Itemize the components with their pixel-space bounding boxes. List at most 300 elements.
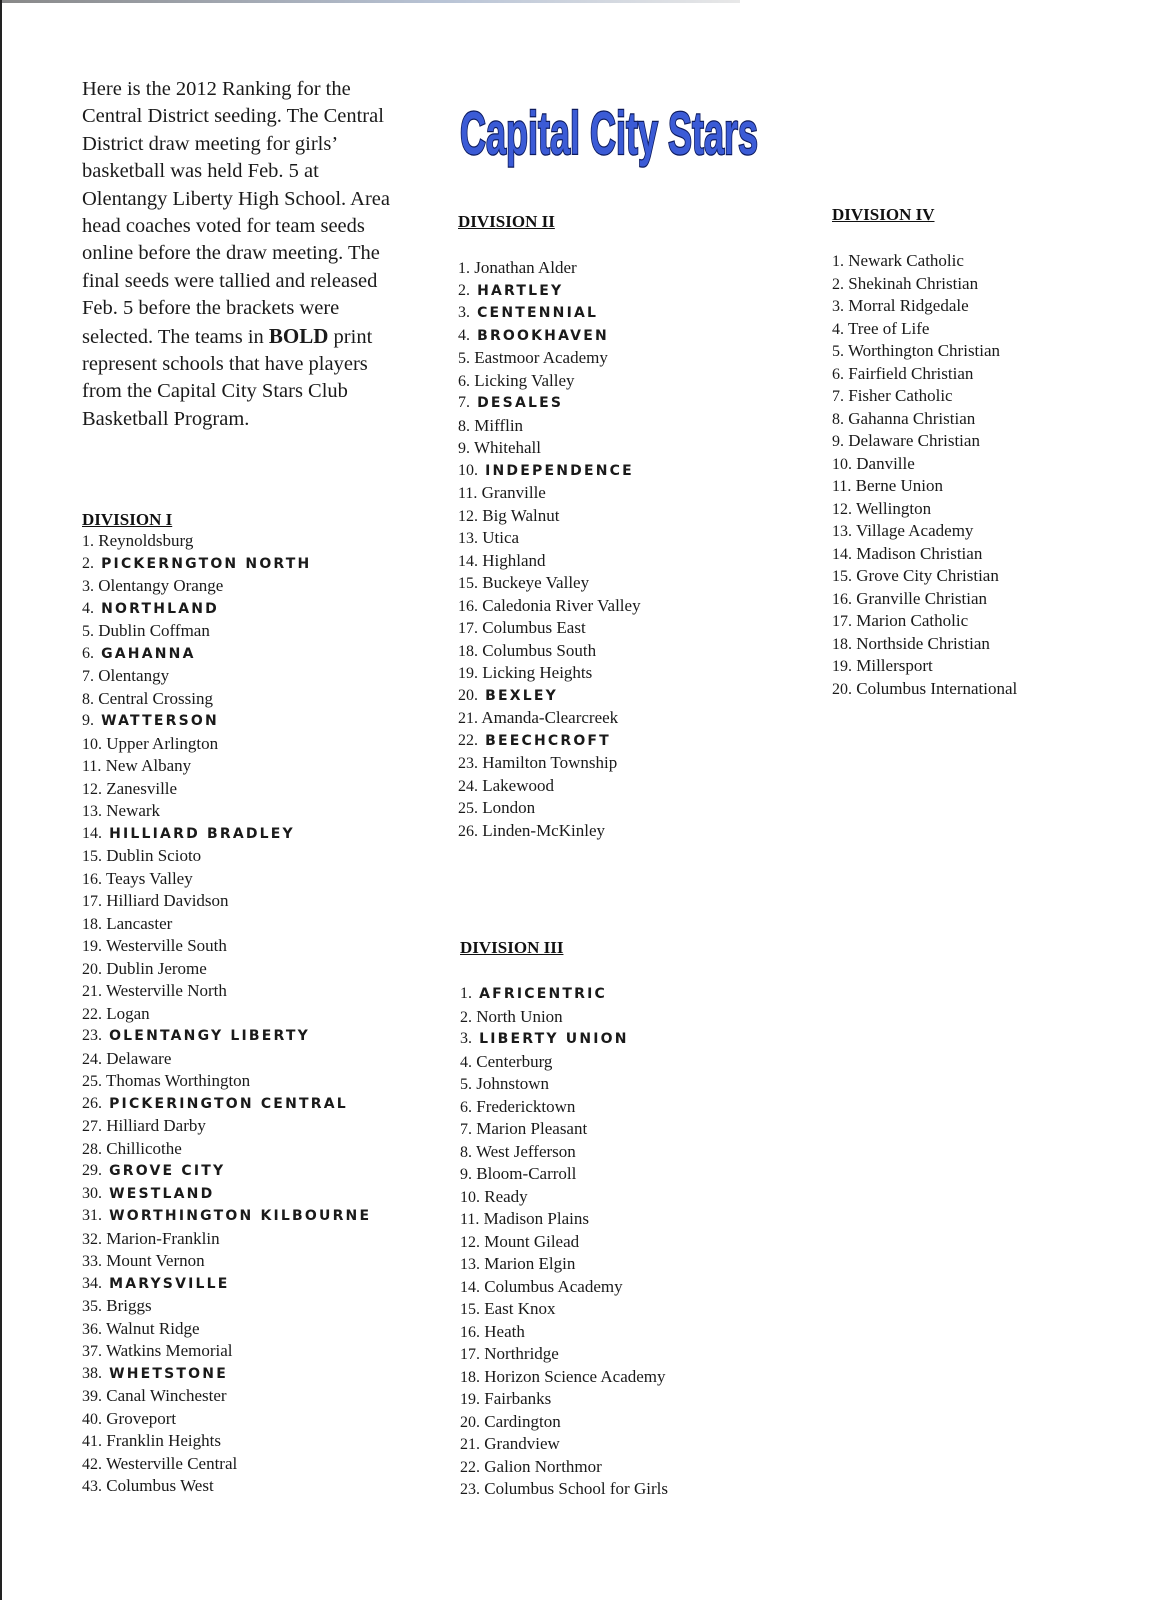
intro-paragraph: [82, 76, 402, 433]
team-entry: [458, 257, 641, 280]
team-rank: 5.: [832, 343, 844, 360]
team-rank: 18.: [82, 915, 102, 933]
team-rank: 8.: [458, 417, 470, 435]
team-name: Hilliard Darby: [106, 1116, 206, 1135]
team-name: Gahanna Christian: [848, 408, 976, 428]
team-entry: [82, 845, 371, 868]
team-name: Worthington Christian: [847, 341, 1001, 360]
team-name: OLENTANGY LIBERTY: [109, 1028, 310, 1044]
team-entry: [832, 408, 1017, 431]
team-entry: [460, 1051, 668, 1074]
team-name: Licking Heights: [482, 663, 593, 682]
team-rank: 7.: [458, 394, 470, 411]
team-entry: [82, 823, 371, 846]
team-entry: [460, 1096, 668, 1119]
team-entry: [458, 370, 641, 393]
team-rank: 19.: [458, 665, 478, 682]
team-entry: [458, 640, 641, 663]
team-rank: 10.: [460, 1188, 480, 1206]
team-name: North Union: [476, 1006, 563, 1026]
team-name: PICKERNGTON NORTH: [101, 555, 312, 572]
scan-left-edge: [0, 0, 2, 1600]
team-name: BEXLEY: [485, 687, 558, 704]
team-name: Shekinah Christian: [848, 273, 979, 293]
team-name: Delaware Christian: [848, 431, 980, 450]
team-name: Lancaster: [106, 913, 173, 933]
intro-text-start: Here is the 2012 Ranking for the Central District seeding. The Central District draw meeting for girls’ basketball was held Feb. 5 at Olentangy Liberty High School. Area head coaches voted for team seeds online before the draw meeting. The final seeds were tallied and released Feb. 5 before the brackets were selected. The teams in: [82, 78, 391, 348]
team-rank: 13.: [458, 530, 478, 547]
team-entry: [82, 620, 371, 643]
team-entry: [458, 820, 641, 843]
team-entry: [460, 1073, 668, 1096]
team-rank: 13.: [82, 803, 102, 820]
team-name: Madison Plains: [483, 1209, 589, 1228]
team-entry: [82, 1048, 371, 1071]
team-rank: 1.: [460, 985, 472, 1002]
team-rank: 1.: [82, 533, 94, 550]
team-entry: [832, 498, 1017, 521]
team-name: Marion-Franklin: [106, 1228, 220, 1248]
team-entry: [82, 530, 371, 553]
team-name: Teays Valley: [105, 868, 193, 888]
team-entry: [82, 1025, 371, 1048]
team-entry: [460, 1478, 668, 1501]
team-rank: 4.: [832, 320, 844, 338]
team-rank: 13.: [832, 523, 852, 540]
team-name: Tree of Life: [847, 318, 930, 338]
team-name: Westerville North: [105, 981, 227, 1000]
team-name: Mount Vernon: [106, 1251, 205, 1270]
team-rank: 25.: [458, 800, 478, 817]
team-entry: [460, 1253, 668, 1276]
team-entry: [832, 385, 1017, 408]
team-name: NORTHLAND: [101, 600, 220, 617]
team-rank: 2.: [458, 281, 470, 299]
team-name: Columbus West: [106, 1476, 214, 1495]
team-name: Amanda-Clearcreek: [481, 708, 619, 727]
team-rank: 12.: [832, 500, 852, 518]
team-name: Hamilton Township: [482, 753, 618, 772]
team-name: London: [482, 798, 536, 817]
division-1-list: [82, 530, 371, 1498]
team-rank: 13.: [460, 1256, 480, 1273]
team-entry: [460, 1366, 668, 1389]
team-name: Highland: [482, 550, 546, 570]
team-entry: [458, 595, 641, 618]
team-name: Marion Catholic: [856, 611, 969, 630]
team-entry: [82, 598, 371, 621]
team-rank: 21.: [82, 983, 102, 1000]
team-name: HILLIARD BRADLEY: [109, 825, 295, 842]
team-name: AFRICENTRIC: [479, 986, 608, 1002]
team-rank: 40.: [82, 1410, 102, 1428]
team-rank: 7.: [82, 668, 94, 685]
team-rank: 1.: [458, 260, 470, 277]
team-rank: 33.: [82, 1253, 102, 1270]
team-name: Dublin Coffman: [98, 621, 210, 640]
team-name: Galion Northmor: [484, 1456, 602, 1476]
team-name: WATTERSON: [101, 713, 219, 729]
team-entry: [82, 1183, 371, 1206]
team-name: LIBERTY UNION: [479, 1031, 629, 1047]
scan-top-edge: [0, 0, 740, 3]
team-entry: [82, 733, 371, 756]
team-name: Chillicothe: [106, 1138, 182, 1158]
team-name: Columbus East: [482, 618, 586, 637]
team-entry: [82, 890, 371, 913]
team-entry: [832, 475, 1017, 498]
team-entry: [82, 1363, 371, 1386]
team-rank: 18.: [458, 642, 478, 660]
team-name: Grandview: [484, 1434, 560, 1453]
capital-city-stars-logo: [458, 96, 778, 168]
team-rank: 3.: [460, 1030, 472, 1047]
team-rank: 21.: [458, 710, 478, 727]
team-name: Licking Valley: [474, 370, 575, 390]
team-name: Mifflin: [474, 415, 524, 435]
team-name: Whitehall: [473, 438, 541, 457]
team-name: Mount Gilead: [484, 1231, 580, 1251]
team-rank: 14.: [82, 824, 102, 842]
team-name: Reynoldsburg: [98, 531, 194, 550]
team-rank: 26.: [458, 822, 478, 840]
team-rank: 41.: [82, 1433, 102, 1450]
team-name: Columbus International: [856, 678, 1018, 698]
team-rank: 10.: [832, 455, 852, 473]
team-rank: 1.: [832, 253, 844, 270]
team-name: Ready: [484, 1186, 528, 1206]
team-entry: [832, 453, 1017, 476]
team-entry: [832, 520, 1017, 543]
team-name: Jonathan Alder: [474, 258, 577, 277]
team-rank: 29.: [82, 1162, 102, 1179]
team-entry: [458, 775, 641, 798]
team-rank: 35.: [82, 1298, 102, 1315]
team-entry: [460, 1343, 668, 1366]
team-rank: 21.: [460, 1436, 480, 1453]
division-3-heading: DIVISION III: [460, 938, 564, 957]
team-entry: [460, 1186, 668, 1209]
team-rank: 19.: [832, 658, 852, 675]
intro-text-end: print represent schools that have players from the Capital City Stars Club Basketball Program.: [82, 325, 373, 430]
team-entry: [832, 295, 1017, 318]
team-rank: 15.: [832, 568, 852, 585]
team-rank: 3.: [832, 298, 844, 315]
team-rank: 4.: [460, 1053, 472, 1071]
team-name: HARTLEY: [477, 282, 564, 299]
team-rank: 8.: [460, 1143, 472, 1161]
team-entry: [832, 588, 1017, 611]
team-entry: [458, 662, 641, 685]
team-rank: 32.: [82, 1230, 102, 1248]
team-entry: [82, 1115, 371, 1138]
team-entry: [460, 1298, 668, 1321]
team-entry: [458, 302, 641, 325]
team-name: Columbus School for Girls: [484, 1479, 668, 1498]
team-entry: [82, 980, 371, 1003]
team-rank: 27.: [82, 1118, 102, 1135]
team-name: Millersport: [856, 656, 933, 675]
team-entry: [460, 1208, 668, 1231]
team-name: Canal Winchester: [106, 1386, 227, 1405]
team-rank: 23.: [82, 1027, 102, 1044]
team-name: Berne Union: [855, 476, 943, 495]
team-rank: 6.: [458, 372, 470, 390]
team-name: Olentangy Orange: [98, 576, 224, 595]
team-name: Danville: [856, 453, 915, 473]
team-name: Franklin Heights: [106, 1431, 221, 1450]
team-name: Northside Christian: [856, 633, 990, 653]
team-entry: [832, 318, 1017, 341]
team-entry: [82, 958, 371, 981]
team-rank: 18.: [832, 635, 852, 653]
team-entry: [458, 572, 641, 595]
team-entry: [458, 460, 641, 483]
team-rank: 36.: [82, 1320, 102, 1338]
team-rank: 12.: [458, 507, 478, 525]
team-entry: [832, 363, 1017, 386]
team-name: Bloom-Carroll: [476, 1164, 577, 1183]
division-1-heading: DIVISION I: [82, 510, 173, 529]
team-rank: 5.: [460, 1076, 472, 1093]
team-rank: 24.: [458, 777, 478, 795]
team-rank: 30.: [82, 1184, 102, 1202]
team-name: Fisher Catholic: [848, 386, 953, 405]
team-rank: 23.: [460, 1481, 480, 1498]
team-entry: [82, 1228, 371, 1251]
team-rank: 28.: [82, 1140, 102, 1158]
team-entry: [832, 633, 1017, 656]
team-entry: [82, 1340, 371, 1363]
team-name: CENTENNIAL: [477, 305, 599, 321]
team-name: Wellington: [855, 498, 932, 518]
team-entry: [82, 1385, 371, 1408]
team-entry: [460, 1163, 668, 1186]
team-name: MARYSVILLE: [109, 1275, 230, 1292]
team-entry: [458, 685, 641, 708]
team-rank: 22.: [82, 1005, 102, 1023]
team-rank: 16.: [460, 1323, 480, 1341]
team-name: Horizon Science Academy: [484, 1366, 666, 1386]
team-entry: [82, 755, 371, 778]
team-entry: [82, 1093, 371, 1116]
team-entry: [82, 1138, 371, 1161]
team-entry: [82, 913, 371, 936]
team-name: Fairfield Christian: [848, 363, 974, 383]
intro-bold-word: BOLD: [268, 323, 329, 348]
team-name: Columbus South: [482, 640, 597, 660]
team-entry: [458, 617, 641, 640]
team-entry: [460, 1456, 668, 1479]
team-name: Northridge: [484, 1344, 559, 1363]
team-name: WHETSTONE: [109, 1365, 228, 1382]
team-entry: [82, 575, 371, 598]
team-name: Utica: [482, 528, 520, 547]
team-rank: 17.: [458, 620, 478, 637]
team-rank: 9.: [82, 712, 94, 729]
team-entry: [460, 1321, 668, 1344]
team-rank: 5.: [82, 623, 94, 640]
team-name: Heath: [484, 1321, 525, 1341]
team-entry: [832, 678, 1017, 701]
team-name: Groveport: [106, 1408, 177, 1428]
team-entry: [832, 340, 1017, 363]
team-name: Newark: [106, 801, 161, 820]
team-name: Granville: [481, 483, 546, 502]
team-rank: 6.: [82, 644, 94, 662]
team-name: Fairbanks: [484, 1389, 552, 1408]
team-entry: [832, 655, 1017, 678]
team-entry: [82, 1070, 371, 1093]
team-name: DESALES: [477, 395, 564, 411]
team-rank: 16.: [82, 870, 102, 888]
team-entry: [832, 430, 1017, 453]
team-rank: 4.: [458, 326, 470, 344]
division-2-heading: DIVISION II: [458, 212, 555, 231]
team-name: Eastmoor Academy: [474, 348, 608, 367]
team-rank: 9.: [460, 1166, 472, 1183]
team-entry: [460, 1411, 668, 1434]
team-rank: 6.: [460, 1098, 472, 1116]
team-rank: 34.: [82, 1274, 102, 1292]
team-rank: 22.: [458, 731, 478, 749]
team-name: Centerburg: [476, 1051, 553, 1071]
division-4-list: [832, 250, 1017, 700]
team-name: Cardington: [484, 1411, 561, 1431]
team-entry: [460, 1118, 668, 1141]
team-entry: [82, 665, 371, 688]
team-entry: [82, 1205, 371, 1228]
team-rank: 37.: [82, 1343, 102, 1360]
team-entry: [82, 710, 371, 733]
team-name: Central Crossing: [98, 688, 213, 708]
team-name: Fredericktown: [476, 1096, 576, 1116]
team-entry: [460, 1433, 668, 1456]
team-entry: [82, 868, 371, 891]
division-4-heading: DIVISION IV: [832, 205, 935, 224]
team-entry: [82, 1003, 371, 1026]
team-entry: [82, 1295, 371, 1318]
team-rank: 7.: [832, 388, 844, 405]
team-name: Westerville Central: [105, 1453, 238, 1473]
team-entry: [82, 688, 371, 711]
team-entry: [458, 550, 641, 573]
team-entry: [832, 543, 1017, 566]
team-rank: 14.: [832, 545, 852, 563]
team-name: Buckeye Valley: [482, 573, 590, 592]
team-rank: 19.: [82, 938, 102, 955]
team-rank: 38.: [82, 1364, 102, 1382]
team-name: West Jefferson: [475, 1141, 576, 1161]
team-rank: 12.: [82, 780, 102, 798]
team-name: Marion Elgin: [484, 1254, 576, 1273]
team-rank: 8.: [832, 410, 844, 428]
team-entry: [832, 273, 1017, 296]
team-entry: [82, 1475, 371, 1498]
team-rank: 24.: [82, 1050, 102, 1068]
team-rank: 14.: [460, 1278, 480, 1296]
team-rank: 3.: [82, 578, 94, 595]
team-entry: [458, 505, 641, 528]
team-name: GAHANNA: [101, 645, 196, 662]
team-name: Upper Arlington: [106, 733, 219, 753]
team-name: Madison Christian: [856, 543, 983, 563]
team-rank: 7.: [460, 1121, 472, 1138]
team-entry: [82, 778, 371, 801]
team-rank: 11.: [458, 485, 478, 502]
team-entry: [460, 983, 668, 1006]
team-entry: [82, 643, 371, 666]
team-name: Logan: [106, 1003, 150, 1023]
team-rank: 15.: [82, 848, 102, 865]
team-rank: 15.: [458, 575, 478, 592]
team-rank: 10.: [82, 735, 102, 753]
team-name: Caledonia River Valley: [482, 595, 641, 615]
team-name: Zanesville: [106, 778, 178, 798]
team-entry: [832, 610, 1017, 633]
team-name: Hilliard Davidson: [106, 891, 229, 910]
team-name: Delaware: [106, 1048, 172, 1068]
team-name: Columbus Academy: [484, 1276, 623, 1296]
team-entry: [82, 800, 371, 823]
team-rank: 19.: [460, 1391, 480, 1408]
team-entry: [832, 250, 1017, 273]
team-entry: [82, 1318, 371, 1341]
team-rank: 39.: [82, 1388, 102, 1405]
team-name: BROOKHAVEN: [477, 327, 609, 344]
team-rank: 18.: [460, 1368, 480, 1386]
team-entry: [460, 1276, 668, 1299]
team-name: Watkins Memorial: [105, 1341, 233, 1360]
team-rank: 2.: [832, 275, 844, 293]
team-rank: 26.: [82, 1094, 102, 1112]
team-name: WORTHINGTON KILBOURNE: [109, 1208, 372, 1224]
team-name: Lakewood: [482, 775, 555, 795]
team-entry: [832, 565, 1017, 588]
team-rank: 20.: [460, 1413, 480, 1431]
team-rank: 23.: [458, 755, 478, 772]
team-rank: 4.: [82, 599, 94, 617]
team-rank: 43.: [82, 1478, 102, 1495]
team-name: PICKERINGTON CENTRAL: [109, 1095, 348, 1112]
team-name: Grove City Christian: [856, 566, 999, 585]
team-name: INDEPENDENCE: [485, 462, 634, 479]
team-entry: [82, 1453, 371, 1476]
team-rank: 10.: [458, 461, 478, 479]
team-name: Big Walnut: [482, 505, 560, 525]
team-rank: 8.: [82, 690, 94, 708]
team-name: Thomas Worthington: [105, 1071, 251, 1090]
team-name: Village Academy: [855, 521, 974, 540]
team-entry: [458, 437, 641, 460]
team-rank: 11.: [460, 1211, 480, 1228]
team-entry: [458, 527, 641, 550]
team-name: GROVE CITY: [109, 1163, 226, 1179]
team-name: Johnstown: [476, 1074, 549, 1093]
team-rank: 6.: [832, 365, 844, 383]
team-name: Briggs: [106, 1296, 152, 1315]
team-rank: 9.: [458, 440, 470, 457]
team-rank: 11.: [82, 758, 102, 775]
team-rank: 22.: [460, 1458, 480, 1476]
team-rank: 11.: [832, 478, 852, 495]
team-entry: [458, 797, 641, 820]
team-entry: [460, 1388, 668, 1411]
team-name: Dublin Scioto: [106, 846, 202, 865]
team-name: Morral Ridgedale: [848, 296, 969, 315]
team-rank: 9.: [832, 433, 844, 450]
team-entry: [82, 1408, 371, 1431]
